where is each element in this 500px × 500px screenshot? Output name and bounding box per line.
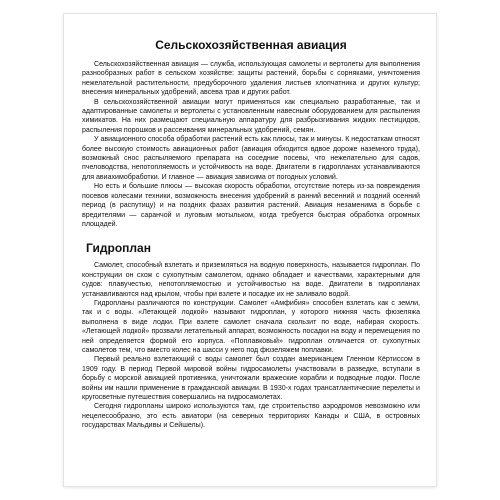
page-content bbox=[82, 38, 420, 431]
section-heading-seaplane: Гидроплан bbox=[86, 241, 151, 256]
paragraph: Самолет, способный взлетать и приземляться на водную поверхность, называется гидроплан. По конструкции он схож с сухопутным самолетом, однако обладает и качествами, характерными для судов: плавучестью, непотопляемостью и устойчивостью на воде. Двигатели в гидропланах устанавливаются над крылом, чтобы при взлете и посадке их не заливало водой. bbox=[82, 262, 420, 298]
paragraph: Сегодня гидропланы широко используются там, где строительство аэродромов невозможно или нецелесообразно, это есть авиатори (на северных территориях Канады и США, в островных государствах Мальдивы и Сейшелы). bbox=[82, 403, 420, 430]
section-heading-agricultural-aviation: Сельскохозяйственная авиация bbox=[155, 38, 347, 52]
paragraph: Гидропланы различаются по конструкции. Самолет «Амфибия» способен взлетать как с земли, так и с воды. «Летающей лодкой» называют гидроплан, у которого нижняя часть фюзеляжа выполнена в виде лодки. При взлете самолет сначала скользит по воде, набирая скорость. «Летающей лодкой» прозвали летательный аппарат, возможность посадки на воду и перемещения по ней определяется формой его корпуса. «Поплавковый» гидроплан отличается от сухопутных самолетов тем, что вместо колес на шасси у него под фюзеляжем поплавки. bbox=[82, 299, 420, 354]
paragraph: Сельскохозяйственная авиация — служба, использующая самолеты и вертолеты для выполнения разнообразных работ в сельском хозяйстве: защиты растений, борьбы с сорняками, уничтожения нежелательной растительности, предуборочного удаления листьев хлопчатника и других культур; внесения минеральных удобрений, авсева трав и других работ. bbox=[82, 61, 420, 97]
paragraph: В сельскохозяйственной авиации могут применяться как специально разработанные, так и адаптированные самолеты и вертолеты с установленным навесным оборудованием для распыления химикатов. На них размещают специальную аппаратуру для разбрызгивания жидких пестицидов, распыления порошков и рассеивания минеральных удобрений, семян. bbox=[82, 98, 420, 134]
paragraph: Но есть и большие плюсы — высокая скорость обработки, отсутствие потерь из-за повреждения посевов колесами техники, возможность внесения удобрений в ранний весенний и поздний осенний период (в распутицу) и на поздних фазах развития растений. Авиация незаменима в борьбе с вредителями — саранчой и луговым мотыльком, когда требуется быстрая обработка огромных площадей. bbox=[82, 183, 420, 228]
paragraph: У авиационного способа обработки растений есть как плюсы, так и минусы. К недостаткам относят более высокую стоимость авиационных работ (авиация обходится вдвое дороже наземного труда), возможный снос распыляемого препарата на соседние посевы, что нежелательно для садов, пчеловодства, непотопляемость и устойчивость на воде. Двигатели в гидропланах устанавливаются для авиахимобработки. И главное — авиация зависима от погодных условий. bbox=[82, 136, 420, 181]
paragraph: Первый реально взлетающий с воды самолет был создан американцем Гленном Кёртиссом в 1909 году. В период Первой мировой войны гидросамолеты участвовали в разведке, вступали в борьбу с морской авиацией противника, уничтожали вражеские корабли и подводные лодки. После войны им нашли применение в гражданской авиации. В 1930-х годах трансатлантические перелеты и кругосветные путешествия совершались на гидросамолетах. bbox=[82, 356, 420, 401]
